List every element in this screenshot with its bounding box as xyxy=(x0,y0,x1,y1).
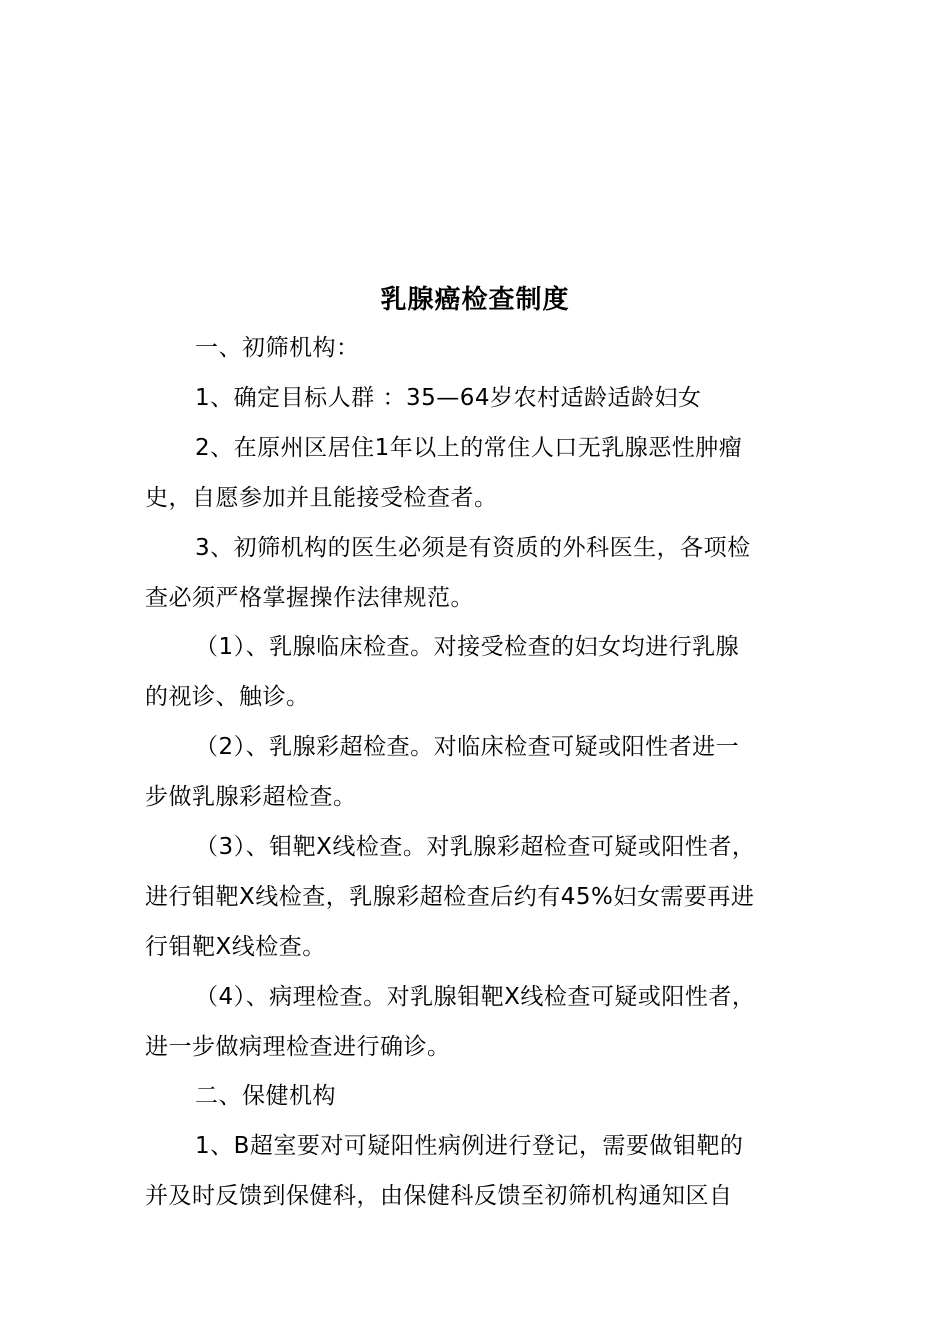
paragraph-line: （4）、病理检查。对乳腺钼靶X线检查可疑或阳性者， xyxy=(195,984,756,1010)
paragraph-line: （2）、乳腺彩超检查。对临床检查可疑或阳性者进一 xyxy=(195,734,740,760)
paragraph-line: 进一步做病理检查进行确诊。 xyxy=(145,1034,451,1060)
paragraph-line: 1、确定目标人群 ：35—64岁农村适龄适龄妇女 xyxy=(195,385,702,411)
paragraph-line: 行钼靶X线检查。 xyxy=(145,934,326,960)
paragraph-line: 3、初筛机构的医生必须是有资质的外科医生，各项检 xyxy=(195,535,751,561)
paragraph-line: 步做乳腺彩超检查。 xyxy=(145,784,357,810)
paragraph-line: 2、在原州区居住1年以上的常住人口无乳腺恶性肿瘤 xyxy=(195,435,743,461)
document-title: 乳腺癌检查制度 xyxy=(380,285,570,315)
paragraph-line: （3）、钼靶X线检查。对乳腺彩超检查可疑或阳性者， xyxy=(195,834,756,860)
paragraph-line: （1）、乳腺临床检查。对接受检查的妇女均进行乳腺 xyxy=(195,634,740,660)
paragraph-line: 查必须严格掌握操作法律规范。 xyxy=(145,585,474,611)
section-heading-1: 一、初筛机构： xyxy=(195,335,360,361)
paragraph-line: 的视诊、触诊。 xyxy=(145,684,310,710)
paragraph-line: 史，自愿参加并且能接受检查者。 xyxy=(145,485,498,511)
paragraph-line: 1、B超室要对可疑阳性病例进行登记，需要做钼靶的 xyxy=(195,1133,744,1159)
paragraph-line: 并及时反馈到保健科，由保健科反馈至初筛机构通知区自 xyxy=(145,1183,733,1209)
section-heading-2: 二、保健机构 xyxy=(195,1083,336,1109)
paragraph-line: 进行钼靶X线检查，乳腺彩超检查后约有45%妇女需要再进 xyxy=(145,884,755,910)
